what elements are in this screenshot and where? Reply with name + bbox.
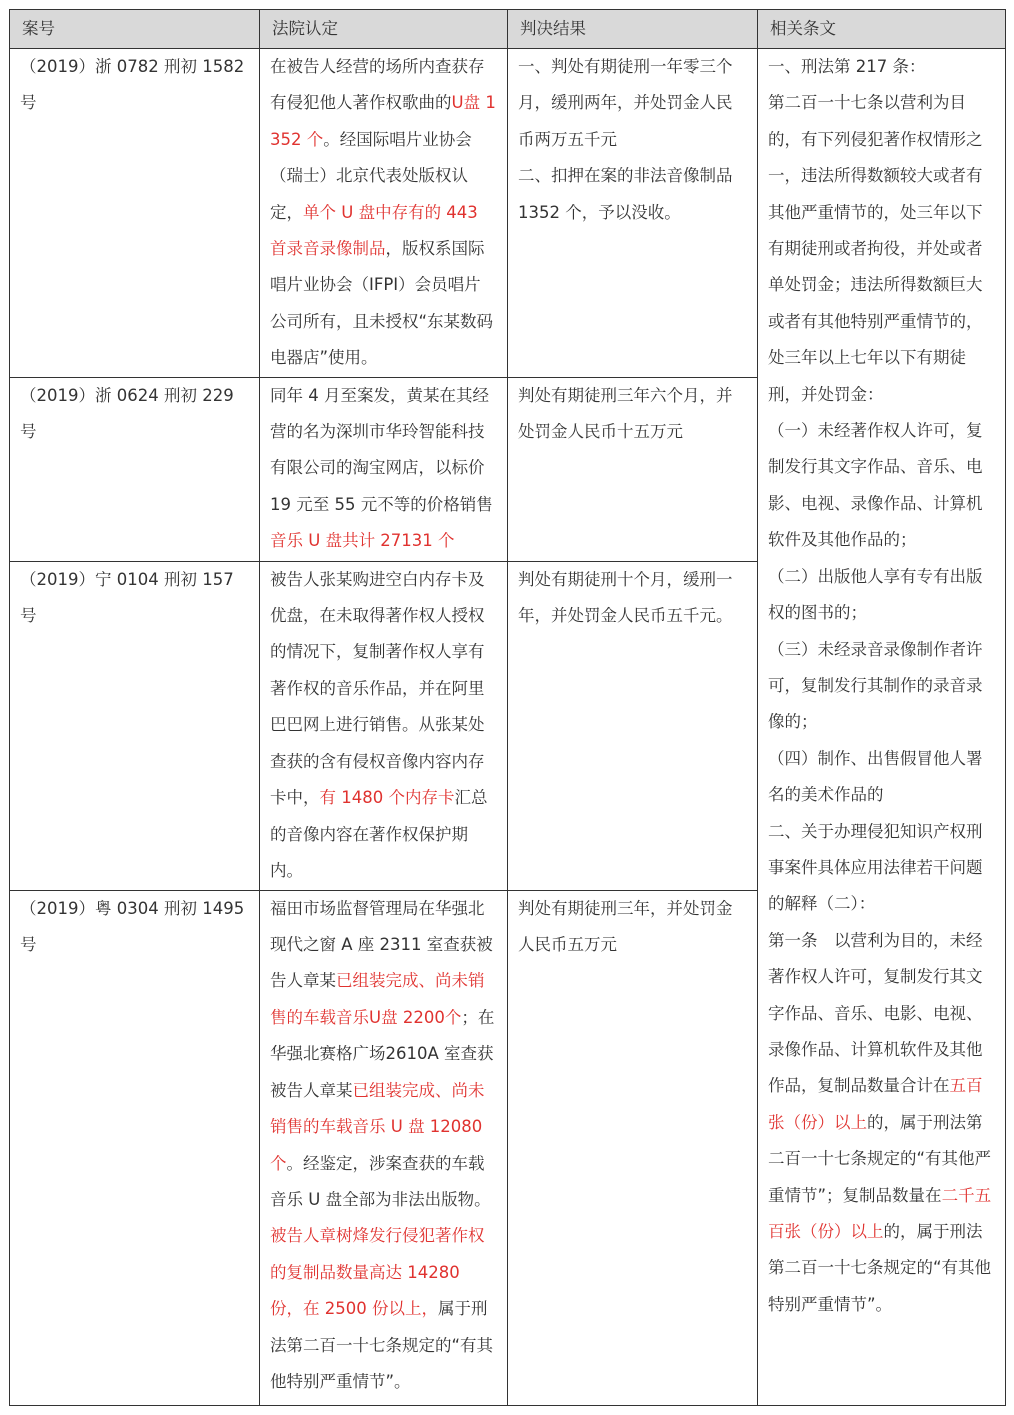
article-paragraph (768, 741, 995, 814)
case-number: （2019）浙 0624 刑初 229 号 (10, 377, 260, 561)
article-paragraph (768, 85, 995, 413)
text-segment: 在被告人经营的场所内查获存有侵犯他人著作权歌曲的 (270, 57, 485, 113)
case-number: （2019）宁 0104 刑初 157 号 (10, 561, 260, 890)
highlighted-text: 已组装完成、尚未销售的车载音乐 U 盘 12080 个 (270, 1080, 485, 1173)
header-judgment: 判决结果 (508, 10, 758, 49)
judgment-item: 二、扣押在案的非法音像制品 1352 个，予以没收。 (518, 166, 733, 222)
judgment-result (508, 890, 758, 1405)
text-segment: （四）制作、出售假冒他人署名的美术作品的 (768, 748, 983, 805)
text-segment: 福田市场监督管理局在华强北现代之窗 A 座 2311 室查获被告人章某 (270, 898, 493, 991)
highlighted-text: 五百张（份）以上 (768, 1076, 983, 1132)
header-case-number: 案号 (10, 10, 260, 49)
text-segment: 二、关于办理侵犯知识产权刑事案件具体应用法律若干问题的解释（二）： (768, 821, 983, 914)
article-paragraph (768, 814, 995, 923)
text-segment: 。经鉴定，涉案查获的车载音乐 U 盘全部为非法出版物。 (270, 1153, 491, 1209)
article-paragraph (768, 413, 995, 559)
judgment-item: 一、判处有期徒刑一年零三个月，缓刑两年，并处罚金人民币两万五千元 (518, 57, 733, 149)
text-segment: 汇总的音像内容在著作权保护期内。 (270, 788, 488, 880)
highlighted-text: U盘 1352 个 (270, 93, 496, 149)
text-segment: 第二百一十七条以营利为目的，有下列侵犯著作权情形之一，违法所得数额较大或者有其他严重情节的，处三年以下有期徒刑或者拘役，并处或者单处罚金；违法所得数额巨大或者有其他特别严重情节的，处三年以上七年以下有期徒刑，并处罚金： (768, 93, 983, 404)
court-finding (260, 377, 508, 561)
highlighted-text: 已组装完成、尚未销售的车载音乐U盘 2200个 (270, 971, 485, 1027)
judgment-item: 判处有期徒刑三年，并处罚金人民币五万元 (518, 898, 733, 955)
text-segment: ；在华强北赛格广场2610A 室查获被告人章某 (270, 1007, 495, 1100)
text-segment: （一）未经著作权人许可，复制发行其文字作品、音乐、电影、电视、录像作品、计算机软件及其他作品的； (768, 421, 983, 550)
judgment-result (508, 49, 758, 378)
judgment-item: 判处有期徒刑三年六个月，并处罚金人民币十五万元 (518, 385, 733, 442)
text-segment: （二）出版他人享有专有出版权的图书的； (768, 566, 983, 623)
court-finding (260, 49, 508, 378)
court-finding (260, 561, 508, 890)
header-court-finding: 法院认定 (260, 10, 508, 49)
highlighted-text: 被告人章树烽发行侵犯著作权的复制品数量高达 14280 份，在 2500 份以上， (270, 1226, 485, 1319)
related-articles (758, 49, 1006, 1406)
article-paragraph (768, 923, 995, 1323)
judgment-result (508, 377, 758, 561)
table-row (10, 49, 1006, 378)
text-segment: 的，属于刑法第二百一十七条规定的“有其他严重情节”；复制品数量在 (768, 1112, 992, 1205)
text-segment: 被告人张某购进空白内存卡及优盘，在未取得著作权人授权的情况下，复制著作权人享有著作权的音乐作品，并在阿里巴巴网上进行销售。从张某处查获的含有侵权音像内容内存卡中， (270, 569, 485, 808)
text-segment: 一、刑法第 217 条： (768, 57, 926, 76)
judgment-result (508, 561, 758, 890)
header-row (10, 10, 1006, 49)
highlighted-text: 有 1480 个内存卡 (319, 788, 455, 808)
text-segment: 同年 4 月至案发，黄某在其经营的名为深圳市华玲智能科技有限公司的淘宝网店，以标价 19 元至 55 元不等的价格销售 (270, 385, 493, 514)
text-segment: ，版权系国际唱片业协会（IFPI）会员唱片公司所有，且未授权“东某数码电器店”使用。 (270, 239, 494, 368)
highlighted-text: 二千五百张（份）以上 (768, 1185, 992, 1241)
text-segment: 的，属于刑法第二百一十七条规定的“有其他特别严重情节”。 (768, 1222, 992, 1314)
highlighted-text: 音乐 U 盘共计 27131 个 (270, 531, 455, 551)
text-segment: 属于刑法第二百一十七条规定的“有其他特别严重情节”。 (270, 1299, 494, 1391)
article-paragraph (768, 559, 995, 632)
article-paragraph (768, 49, 995, 85)
text-segment: （三）未经录音录像制作者许可，复制发行其制作的录音录像的； (768, 639, 983, 732)
judgment-item: 判处有期徒刑十个月，缓刑一年，并处罚金人民币五千元。 (518, 569, 733, 626)
case-number: （2019）粤 0304 刑初 1495 号 (10, 890, 260, 1405)
text-segment: 第一条 以营利为目的，未经著作权人许可，复制发行其文字作品、音乐、电影、电视、录像作品、计算机软件及其他作品，复制品数量合计在 (768, 930, 983, 1096)
case-table (9, 9, 1006, 1406)
article-paragraph (768, 632, 995, 741)
highlighted-text: 单个 U 盘中存有的 443 首录音录像制品 (270, 202, 478, 259)
case-number: （2019）浙 0782 刑初 1582 号 (10, 49, 260, 378)
court-finding (260, 890, 508, 1405)
text-segment: 。经国际唱片业协会（瑞士）北京代表处版权认定， (270, 129, 472, 222)
header-articles: 相关条文 (758, 10, 1006, 49)
